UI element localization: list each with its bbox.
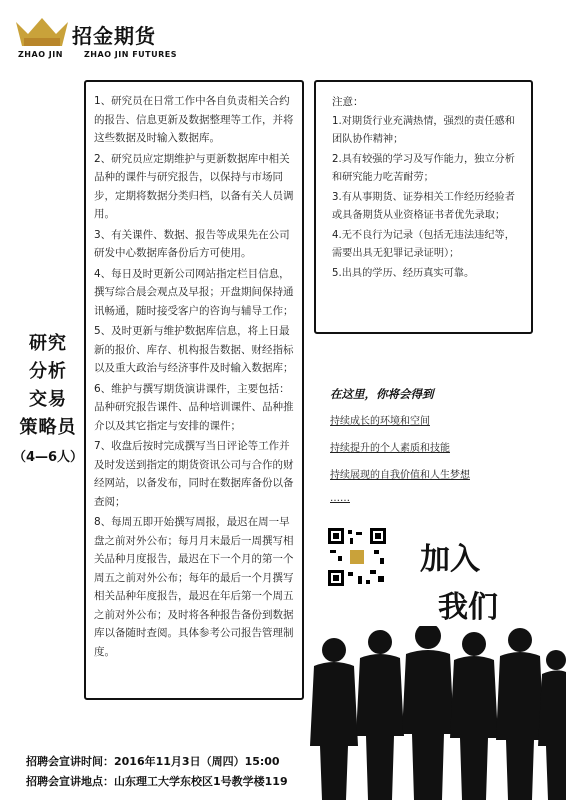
company-logo [14,16,184,66]
job-title [12,330,84,465]
benefits-section [330,386,550,516]
job-title-line-2: 分析 [29,361,67,382]
job-duties-box [84,80,304,700]
job-title-line-1: 研究 [29,333,67,354]
join-us-line-2: 我们 [438,590,498,625]
join-us-line-1: 加入 [420,542,480,577]
duty-item: 6、维护与撰写期货演讲课件，主要包括：品种研究报告课件、品种培训课件、品种推介以及其它指定与安排的课件； [94,382,294,432]
duty-item: 2、研究员应定期维护与更新数据库中相关品种的课件与研究报告，以保持与市场同步，定期将数据分类归档，以备有关人员调用。 [94,152,294,220]
company-name-en: ZHAO JIN FUTURES [84,50,178,59]
benefit-item: 持续提升的个人素质和技能 [330,443,450,454]
requirement-item: 1.对期货行业充满热情，强烈的责任感和团队协作精神； [332,116,515,145]
benefit-item: 持续展现的自我价值和人生梦想 [330,470,470,481]
requirement-item: 2.具有较强的学习及写作能力，独立分析和研究能力吃苦耐劳； [332,154,515,183]
benefit-item: 持续成长的环境和空间 [330,416,430,427]
requirement-item: 5.出具的学历、经历真实可靠。 [332,268,475,279]
company-name-cn: 招金期货 [72,24,156,48]
benefit-item: …… [330,493,350,504]
duty-item: 3、有关课件、数据、报告等成果先在公司研发中心数据库备份后方可使用。 [94,228,290,259]
event-info [26,752,288,792]
qr-code-icon[interactable] [326,526,388,588]
benefits-heading: 在这里，你将会得到 [330,387,434,401]
requirement-item: 4.无不良行为记录（包括无违法违纪等，需要出具无犯罪记录证明）； [332,230,515,259]
requirements-box [314,80,533,334]
requirement-item: 3.有从事期货、证券相关工作经历经验者或具备期货从业资格证书者优先录取； [332,192,515,221]
duty-item: 7、收盘后按时完成撰写当日评论等工作并及时发送到指定的期货资讯公司与合作的财经网站，以备发布，同时在数据库备份以备查阅； [94,440,294,508]
requirements-heading: 注意： [332,96,364,108]
crown-logo-icon [14,16,70,50]
event-time: 招聘会宣讲时间：2016年11月3日（周四）15:00 [26,755,280,768]
job-title-line-3: 交易 [29,389,67,410]
duty-item: 1、研究员在日常工作中各自负责相关合约的报告、信息更新及数据整理等工作，并将这些数据及时输入数据库。 [94,95,294,144]
duty-item: 4、每日及时更新公司网站指定栏目信息，撰写综合晨会观点及早报；开盘期间保持通讯畅通，随时接受客户的咨询与辅导工作； [94,267,294,317]
duty-item: 8、每周五即开始撰写周报，最迟在周一早盘之前对外公布；每月月末最后一周撰写相关品种月度报告，最迟在下一个月的第一个周五之前对外公布；每年的最后一个月撰写相关品种年度报告，最迟在年后第一个周五之前对外公布；及时将各种报告备份到数据库以备随时查阅。具体参考公司报告管理制度。 [94,516,294,658]
duty-item: 5、及时更新与维护数据库信息，将上日最新的报价、库存、机构报告数据、财经指标以及重大政治与经济事件及时输入数据库； [94,325,294,374]
team-silhouette-illustration [300,626,566,800]
event-location: 招聘会宣讲地点：山东理工大学东校区1号教学楼119 [26,775,288,788]
join-us-banner [410,526,510,636]
job-title-line-4: 策略员 [19,417,77,438]
headcount: （4—6人） [12,450,84,465]
company-name-en-left: ZHAO JIN [18,50,63,59]
